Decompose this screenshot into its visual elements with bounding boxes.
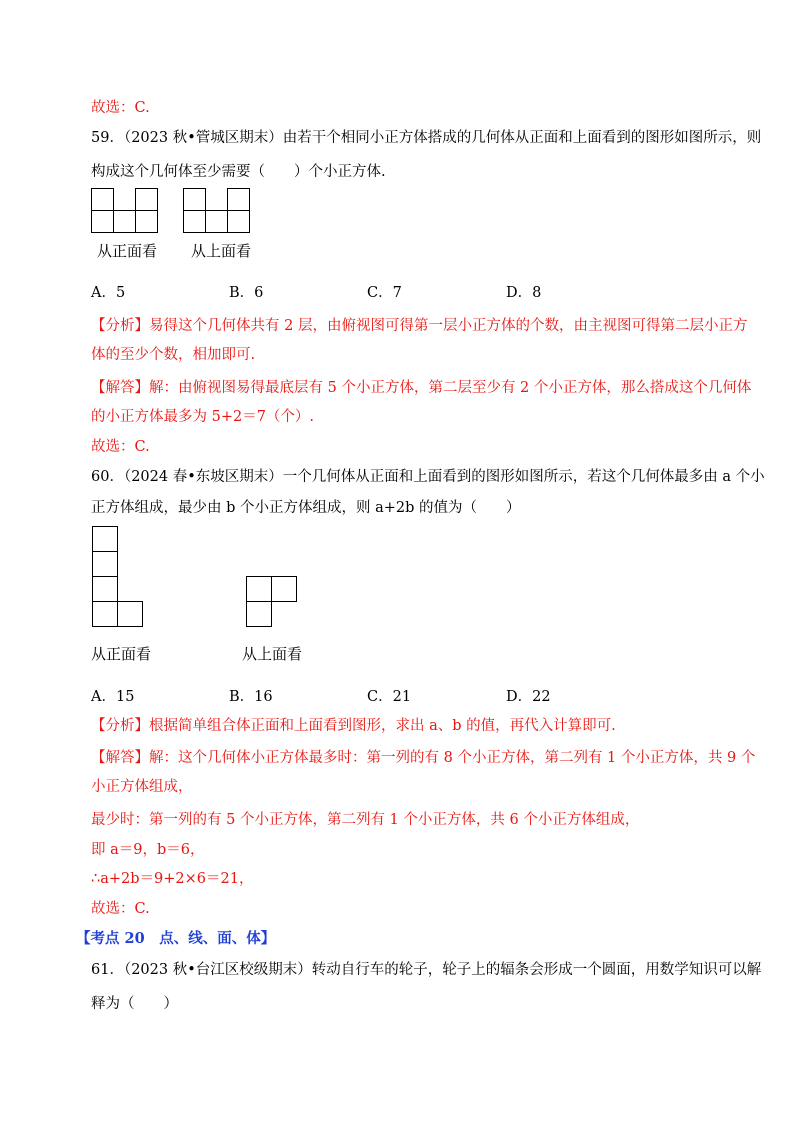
q60-stem-line2: 正方体组成，最少由 b 个小正方体组成，则 a+2b 的值为（ ） [91, 500, 521, 516]
q60-caption-front: 从正面看 [91, 645, 152, 663]
cube-cell [227, 210, 250, 233]
q61-stem-line2: 释为（ ） [91, 996, 178, 1012]
cube-cell [113, 210, 136, 233]
cube-cell [183, 210, 206, 233]
q59-stem-line2: 构成这个几何体至少需要（ ）个小正方体. [91, 164, 386, 180]
q59-caption-top: 从上面看 [191, 242, 252, 260]
q59-analysis-line1: 【分析】易得这个几何体共有 2 层，由俯视图可得第一层小正方体的个数，由主视图可得第二层小正方 [91, 318, 748, 334]
cube-cell [92, 601, 118, 627]
q59-stem-line1: 59．（2023 秋•管城区期末）由若干个相同小正方体搭成的几何体从正面和上面看到的图形如图所示，则 [91, 130, 762, 146]
q60-front-view-figure [92, 526, 148, 632]
q60-solution-line3: 最少时：第一列的有 5 个小正方体，第二列有 1 个小正方体，共 6 个小正方体组成， [91, 812, 640, 828]
q60-option-b[interactable]: B．16 [229, 689, 273, 705]
q60-solution-line5: ∴a+2b＝9+2×6＝21， [91, 871, 254, 887]
q59-option-c[interactable]: C．7 [367, 285, 402, 301]
previous-answer: 故选：C. [91, 100, 150, 116]
q60-option-d[interactable]: D．22 [506, 689, 551, 705]
q60-top-view-figure [246, 576, 302, 632]
q60-answer: 故选：C. [91, 901, 150, 917]
q60-solution-line1: 【解答】解：这个几何体小正方体最多时：第一列的有 8 个小正方体，第二列有 1 个小正方体，共 9 个 [91, 750, 756, 766]
q59-option-a[interactable]: A．5 [91, 285, 126, 301]
cube-cell [91, 210, 114, 233]
q60-caption-top: 从上面看 [242, 645, 303, 663]
q60-analysis: 【分析】根据简单组合体正面和上面看到图形，求出 a、b 的值，再代入计算即可. [91, 718, 616, 734]
cube-cell [92, 551, 118, 577]
cube-cell [117, 601, 143, 627]
q59-option-d[interactable]: D．8 [506, 285, 542, 301]
q59-answer: 故选：C. [91, 439, 150, 455]
cube-cell [91, 188, 114, 211]
cube-cell [183, 188, 206, 211]
q61-stem-line1: 61．（2023 秋•台江区校级期末）转动自行车的轮子，轮子上的辐条会形成一个圆面，用数学知识可以解 [91, 962, 762, 978]
cube-cell [271, 576, 297, 602]
q60-solution-line4: 即 a＝9，b＝6， [91, 842, 205, 858]
cube-cell [246, 601, 272, 627]
q59-option-b[interactable]: B．6 [229, 285, 264, 301]
q60-solution-line2: 小正方体组成， [91, 779, 193, 795]
q59-solution-line1: 【解答】解：由俯视图易得最底层有 5 个小正方体，第二层至少有 2 个小正方体，那么搭成这个几何体 [91, 380, 752, 396]
cube-cell [135, 210, 158, 233]
q59-analysis-line2: 体的至少个数，相加即可. [91, 347, 256, 363]
cube-cell [205, 210, 228, 233]
cube-cell [227, 188, 250, 211]
q60-stem-line1: 60．（2024 春•东坡区期末）一个几何体从正面和上面看到的图形如图所示，若这个几何体最多由 a 个小 [91, 469, 765, 485]
cube-cell [246, 576, 272, 602]
section-heading: 【考点 20 点、线、面、体】 [76, 930, 276, 947]
cube-cell [92, 576, 118, 602]
q59-caption-front: 从正面看 [97, 242, 158, 260]
q59-solution-line2: 的小正方体最多为 5+2＝7（个）. [91, 409, 315, 425]
q59-front-view-figure [91, 188, 161, 234]
cube-cell [92, 526, 118, 552]
q60-option-a[interactable]: A．15 [91, 689, 135, 705]
q59-top-view-figure [183, 188, 253, 234]
q60-option-c[interactable]: C．21 [367, 689, 412, 705]
cube-cell [135, 188, 158, 211]
